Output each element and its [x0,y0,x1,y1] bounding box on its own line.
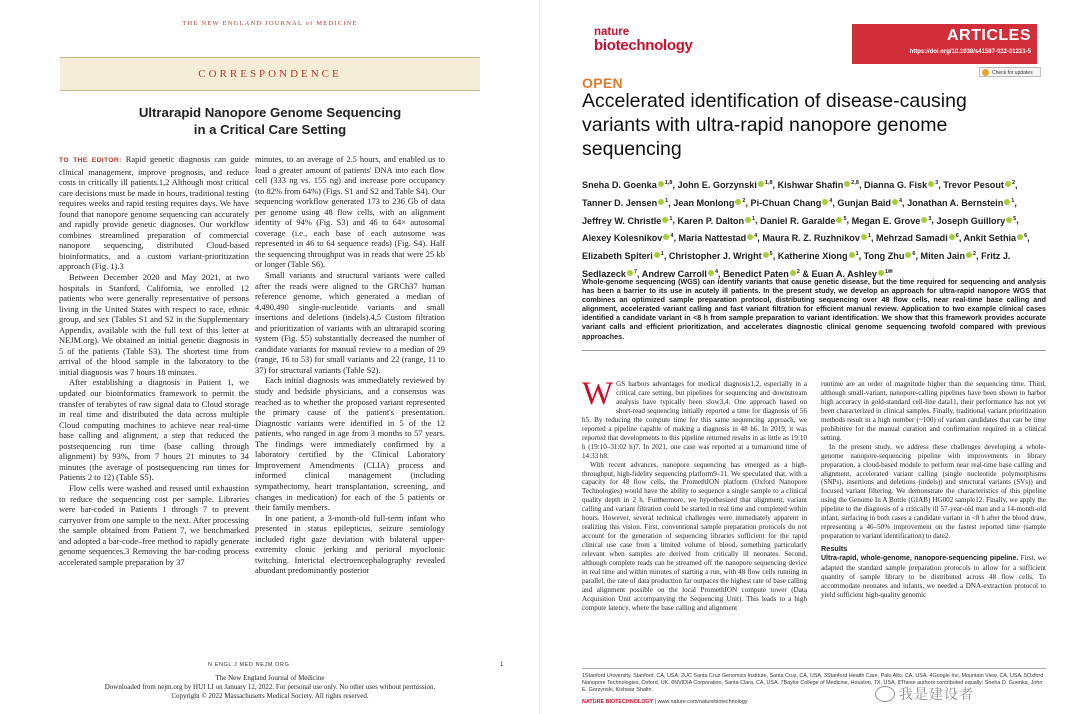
open-access-label: OPEN [582,75,623,91]
author-name[interactable] [936,216,1016,226]
nejm-paragraph [59,154,249,272]
nature-footer [582,699,747,705]
affiliation-superscript: 2 [742,197,746,204]
orcid-icon[interactable] [1017,234,1023,240]
nature-article-title: Accelerated identification of disease-causing variants with ultra-rapid nanopore genome sequencing [582,90,967,160]
affiliation-superscript: 5 [769,250,773,257]
author-name-text: Karen P. Dalton [677,215,745,226]
author-name[interactable] [964,233,1028,243]
footer-rule [582,668,1046,669]
author-name[interactable] [582,233,673,243]
orcid-icon[interactable] [708,270,714,276]
nejm-paragraph: Small variants and structural variants were called after the reads were aligned to the GRCh37 human reference genome, which generated a median of 4,490,490 single-nucleotide variants and small insertions and deletions (indels).4,5 Custom filtration and prioritization of variants with an ultrarapid scoring system (Fig. S5) substantially decreased the number of candidate variants for manual review to a median of 29 (range, 16 to 53) for small variants and 22 (range, 11 to 37) for structural variants (Table S2). [255,270,445,375]
orcid-icon[interactable] [790,270,796,276]
orcid-icon[interactable] [658,181,664,187]
author-name-text: Alexey Kolesnikov [582,233,663,244]
orcid-icon[interactable] [928,181,934,187]
author-name-text: Benedict Paten [723,268,789,279]
author-name[interactable] [669,251,773,261]
author-name[interactable] [907,198,1014,208]
check-updates-icon [982,69,989,76]
affiliation-superscript: 1,8 [664,180,673,186]
nejm-section-label: CORRESPONDENCE [198,68,342,80]
author-name-text: Tanner D. Jensen [582,197,658,208]
nature-biotech-logo [594,26,693,52]
affiliation-superscript: 1 [660,250,664,257]
author-name-text: Elizabeth Spiteri [582,250,653,261]
author-name[interactable] [751,198,833,208]
author-name[interactable] [864,251,916,261]
author-name-text: Ankit Sethia [963,233,1017,244]
author-name-text: Sneha D. Goenka [582,180,657,191]
nature-body-columns [582,376,1046,664]
orcid-icon[interactable] [763,252,769,258]
author-name[interactable] [673,198,745,208]
author-name-text: Miten Jain [920,250,965,261]
nejm-paragraph: In one patient, a 3-month-old full-term infant who presented in status epilepticus, seizure semiology included right gaze deviation with bilateral upper-extremity clonic jerking and perioral myoclonic twitching. Interictal electroencephalography revealed abundant predominantly posterior [255,512,445,576]
author-name[interactable] [876,233,959,243]
nejm-paragraph: minutes, to an average of 2.5 hours, and enabled us to load a greater amount of patients' DNA into each flow cell (333 ng vs. 155 ng) and increase pore occupancy (to 82% from 64%) (Figs. S1 and S2 and Table S4). Our sequencing workflow generated 173 to 236 Gb of data per genome using 48 flow cells, with an alignment identity of 94% (Fig. S3) and 46 to 64× autosomal coverage (i.e., each base of each autosome was represented in 46 to 64 sequence reads) (Fig. S4). Half the sequencing throughput was in reads that were 25 kb or longer (Table S6). [255,154,445,270]
footer-url[interactable]: | www.nature.com/naturebiotechnology [653,699,748,705]
affiliation-superscript: 4 [670,233,674,240]
nejm-page-id: N ENGL J MED NEJM.ORG [208,662,290,668]
orcid-icon[interactable] [949,234,955,240]
author-name-text: Gunjan Baid [837,197,891,208]
author-name[interactable] [852,216,932,226]
orcid-icon[interactable] [905,252,911,258]
author-name-text: Fritz J. Sedlazeck [582,250,1011,279]
affiliation-superscript: 1 [1011,197,1015,204]
nejm-paragraph: Each initial diagnosis was immediately reviewed by study and bedside physicians, and a consensus was reached as to whether the proposed variant represented the primary cause of the patient's presentation. Diagnostic variants were identified in 5 of the 12 patients, who ranged in age from 3 months to 57 years. The findings were immediately confirmed by a laboratory certified by the Clinical Laboratory Improvement Amendments (CLIA) process and informed clinical management (including sympathectomy, heart transplantation, screening, and changes in medication) for each of the 5 patients or their family members. [255,375,445,513]
nejm-footer-line: Downloaded from nejm.org by HUI LI on January 12, 2022. For personal use only. No other uses without permission. [104,683,436,691]
author-name[interactable] [582,251,664,261]
author-name[interactable] [837,198,902,208]
orcid-icon[interactable] [921,217,927,223]
nejm-body-columns [59,154,483,670]
nature-paragraph [582,376,807,461]
wechat-icon [875,686,895,702]
author-name[interactable] [678,180,773,190]
affiliation-superscript: 1✉ [885,268,893,275]
nature-paragraph-text: GS harbors advantages for medical diagnosis1,2, especially in a critical care setting, but pipelines for sequencing and downstream analysis have typically been slow3,4. One approach based on short-read sequencing initially reported a time for diagnosis of 56 h5. By reducing the compute time for this same sequencing approach, we reported a pipeline capable of making a diagnosis in 48 h6. In 2019, it was reported that developments to this pipeline returned results in as little as 19:10 h (19:10–31:02 h)7. In 2021, one case was reported at a turnaround time of 14:33 h8. [582,380,807,460]
affiliation-superscript: 7 [633,268,638,275]
author-name[interactable] [943,180,1015,190]
nejm-paragraph-text: Rapid genetic diagnosis can guide clinical management, improve prognosis, and reduce costs in critically ill patients.1,2 Although most critical care decisions must be made in hours, traditional testing requires weeks and rapid testing requires days. We have found that nanopore genome sequencing can accurately and rapidly provide genetic diagnoses. Our workflow combines streamlined preparation of commercial nanopore sequencing, distributed Cloud-based bioinformatics, and a custom variant-prioritization approach (Fig. 1).3 [59,154,249,272]
orcid-icon[interactable] [654,252,660,258]
orcid-icon[interactable] [822,199,828,205]
affiliation-superscript: 1 [669,215,673,222]
logo-line-2: biotechnology [594,37,693,54]
affiliation-superscript: 2,8 [851,180,859,186]
nejm-left-column [59,154,249,567]
nejm-to-the-editor: TO THE EDITOR: [59,157,122,164]
affiliation-superscript: 2 [796,268,800,275]
author-name[interactable] [582,216,672,226]
affiliation-superscript: 4 [754,233,758,240]
orcid-icon[interactable] [849,252,855,258]
check-updates-label: Check for updates [992,70,1033,76]
nejm-title-line-2: in a Critical Care Setting [193,122,347,137]
nejm-paragraph: After establishing a diagnosis in Patient 1, we updated our bioinformatics framework to permit the transfer of terabytes of raw signal data to Cloud storage in real time and distributed the data across multiple Cloud computing machines to achieve near real-time base calling and alignment, a step that reduced the postsequencing run time (base calling through alignment) by 93%, from 7 hours 21 minutes to 34 minutes (the average of postsequencing run times for Patients 2 to 12) (Table S5). [59,377,249,483]
author-name[interactable] [677,216,755,226]
nature-paragraph [821,554,1046,600]
results-heading: Results [821,544,848,554]
check-for-updates-button[interactable] [979,67,1041,77]
author-name[interactable] [778,251,859,261]
author-name-text: Mehrzad Samadi [876,233,948,244]
affiliation-superscript: 6 [1024,233,1028,240]
watermark [875,684,974,704]
author-name-text: Jonathan A. Bernstein [907,197,1004,208]
nejm-footer [0,674,540,701]
author-name-text: Joseph Guillory [936,215,1006,226]
author-name[interactable] [921,251,977,261]
nejm-title-line-1: Ultrarapid Nanopore Genome Sequencing [138,105,402,120]
nejm-section-band [60,57,480,91]
logo-line-1: nature [594,26,630,38]
orcid-icon[interactable] [892,199,898,205]
author-name-text: Megan E. Grove [851,215,921,226]
nature-paragraph: runtime are an order of magnitude higher than the sequencing time. Third, although small-variant, nanopore-calling pipelines have been shown to harbor high accuracy in gold-standard cell-line data11, their performance has not yet been characterized in clinical samples. Finally, traditional variant prioritization methods result in a high number (~100) of variant candidates that can be time prohibitive for the manual curation and confirmation required in a clinical setting. [821,380,1046,442]
author-name-text: John E. Gorzynski [677,180,757,191]
author-name[interactable] [778,180,859,190]
affiliation-superscript: 1 [665,197,669,204]
nejm-right-column [255,154,445,576]
author-name-text: Pi-Chuan Chang [750,197,822,208]
affiliation-superscript: 5 [843,215,847,222]
author-name-text: Jeffrey W. Christle [582,215,662,226]
drop-cap: W [582,376,614,412]
author-name[interactable] [582,180,672,190]
abstract: Whole-genome sequencing (WGS) can identify variants that cause genetic disease, but the time required for sequencing and analysis has been a barrier to its use in acutely ill patients. In the present study, we develop an approach for ultra-rapid nanopore WGS that combines an optimized sample preparation protocol, distributing sequencing over 48 flow cells, near real-time base calling and alignment, accelerated variant calling and fast variant filtration for efficient manual review. Application to two example clinical cases identified a candidate variant in <8 h from sample preparation to variant identification. We show that this framework provides accurate variant calls and efficient prioritization, and accelerates diagnostic clinical genome sequencing twofold compared with previous approaches. [582,278,1046,341]
author-name[interactable] [679,233,758,243]
nature-paragraph: With recent advances, nanopore sequencing has emerged as a high-throughput, high-fidelity sequencing platform9–11. We speculated that, with a capacity for 48 flow cells, the PromethION platform (Oxford Nanopore Technologies) would have the ability to sequence a single sample to a clinical quality depth in 2 h. Furthermore, we hypothesized that alignment, variant calling and variant filtration could be started in real time and completed within hours. However, several technical challenges were immediately apparent in realizing this vision. First, conventional sample preparation protocols do not account for the generation of sequencing libraries sufficient for the rapid clinical use case from a limited volume of blood, something particularly relevant when samples are derived from critically ill neonates. Second, although complete reads can be streamed off the nanopore sequencing device in real time and within minutes of starting a run, with 48 flow cells running in parallel, the rate of data production far outpaces the highest rate of base calling and alignment possible on the local PromethION compute tower (Data Acquisition Unit accompanying the Sequencing Unit). This leads to a high compute latency, where the base calling and alignment [582,460,807,612]
nejm-paragraph: Flow cells were washed and reused until exhaustion to reduce the sequencing cost per sample. Libraries were bar-coded in Patients 1 through 7 to prevent carryover from one sample to the next. After processing the sample obtained from Patient 7, we benchmarked and adopted a bar-code–free method to rapidly generate genome sequences.3 Removing the bar-coding process accelerated sample preparation by 37 [59,482,249,567]
orcid-icon[interactable] [1006,217,1012,223]
affiliation-superscript: 2 [973,250,977,257]
author-name-text: Daniel R. Garalde [760,215,836,226]
affiliation-superscript: 6 [912,250,916,257]
nejm-journal-header: THE NEW ENGLAND JOURNAL of MEDICINE [182,20,358,27]
orcid-icon[interactable] [836,217,842,223]
nejm-article-title [60,104,480,138]
author-name[interactable] [762,233,871,243]
author-name-text: Maura R. Z. Ruzhnikov [762,233,860,244]
nature-left-column [582,376,807,613]
orcid-icon[interactable] [966,252,972,258]
articles-label: ARTICLES [947,27,1031,44]
orcid-icon[interactable] [745,217,751,223]
nature-paragraph: In the present study, we address these challenges developing a whole-genome nanopore-sequencing pipeline with improvements in library preparation, a cloud-based module to perform near real-time base calling and alignment, accelerated variant calling (single nucleotide polymorphisms (SNPs), insertions and deletions (indels)) and structural variants (SVs)) and focused variant filtering. We demonstrate the characteristics of this pipeline using the Genome In A Bottle (GIAB) HG002 sample12. Finally, we apply the pipeline to the diagnosis of a critically ill 57-year-old man and a 14-month-old infant, surfacing in both cases a candidate variant in <8 h after the blood draw, representing a 46–50% improvement on the fastest reported time (sample preparation to variant identification) to date2. [821,442,1046,541]
affiliation-superscript: 3 [935,180,939,186]
affiliation-superscript: 5 [1013,215,1017,222]
author-name-text: Trevor Pesout [943,180,1004,191]
orcid-icon[interactable] [735,199,741,205]
author-name-text: Katherine Xiong [777,250,848,261]
articles-banner [852,24,1037,64]
footer-journal: NATURE BIOTECHNOLOGY [582,699,654,705]
watermark-text: 我是建设者 [899,687,974,703]
author-name-text: Euan A. Ashley [811,268,877,279]
author-name-text: Kishwar Shafin [777,180,844,191]
orcid-icon[interactable] [747,234,753,240]
author-name[interactable] [760,216,846,226]
doi-link[interactable]: https://doi.org/10.1038/s41587-022-01221-5 [909,49,1031,55]
affiliation-superscript: 1 [867,233,871,240]
affiliation-superscript: 4 [898,197,903,204]
nejm-paragraph: Between December 2020 and May 2021, at two hospitals in Stanford, California, we enrolled 12 patients who were generally representative of persons living in the United States with respect to race, ethnic group, and sex (Tables S1 and S2 in the Supplementary Appendix, available with the full text of this letter at NEJM.org). We obtained an initial genetic diagnosis in 5 of the patients (Table S3). The shortest time from arrival of the blood sample in the laboratory to the initial diagnosis was 7 hours 18 minutes. [59,272,249,377]
author-list: Sneha D. Goenka $^{1,8}$, John E. Gorzynski $^{1,8}$, Kishwar Shafin $^{2,8}$, Dianna G. Fisk $^3$, Trevor Pesout $^2$, Tanner D. Jensen $^1$, Jean Monlong $^2$, Pi-Chuan Chang $^4$, Gunjan Baid $^4$, Jonathan A. Bernstein $^1$, Jeffrey W. Christle $^1$, Karen P. Dalton $^1$, Daniel R. Garalde $^5$, Megan E. Grove $^3$, Joseph Guillory $^5$, Alexey Kolesnikov $^4$, Maria Nattestad $^4$, Maura R. Z. Ruzhnikov $^1$, Mehrzad Samadi $^6$, Ankit Sethia $^6$, Elizabeth Spiteri $^1$, Christopher J. Wright $^5$, Katherine Xiong $^1$, Tong Zhu $^6$, Miten Jain $^2$, Fritz J. Sedlazeck $^7$, Andrew Carroll $^4$, Benedict Paten $^2$ & Euan A. Ashley $^{1✉}$ [582,180,1030,279]
nature-right-column [821,380,1046,600]
nejm-footer-line: The New England Journal of Medicine [215,674,325,682]
orcid-icon[interactable] [861,234,867,240]
affiliation-superscript: 1 [752,215,756,222]
orcid-icon[interactable] [658,199,664,205]
author-name[interactable] [582,198,668,208]
affiliations: 1Stanford University, Stanford, CA, USA. 2UC Santa Cruz Genomics Institute, Santa Cruz, CA, USA. 3Stanford Health Care, Palo Alto, CA, USA. 4Google Inc, Mountain View, CA, USA. 5Oxford Nanopore Technologies, Oxford, UK. 6NVIDIA Corporation, Santa Clara, CA, USA. 7Baylor College of Medicine, Houston, TX, USA. 8These authors contributed equally: Sneha D. Goenka, John E. Gorzynski, Kishwar Shafin. [582,673,1044,694]
orcid-icon[interactable] [663,234,669,240]
orcid-icon[interactable] [1005,181,1011,187]
page-number: 1 [500,662,504,668]
orcid-icon[interactable] [627,270,633,276]
author-name-text: Jean Monlong [673,197,735,208]
affiliation-superscript: 2 [1011,180,1016,186]
affiliation-superscript: 6 [955,233,959,240]
author-name-text: Christopher J. Wright [668,250,762,261]
affiliation-superscript: 4 [714,268,719,275]
orcid-icon[interactable] [758,181,764,187]
affiliation-superscript: 1 [855,250,859,257]
author-name[interactable] [864,180,938,190]
orcid-icon[interactable] [844,181,850,187]
orcid-icon[interactable] [1004,199,1010,205]
affiliation-superscript: 1,8 [764,180,773,186]
abstract-rule [582,350,1046,351]
orcid-icon[interactable] [878,270,884,276]
nature-page [500,0,1080,714]
nejm-footer-line: Copyright © 2022 Massachusetts Medical Society. All rights reserved. [171,692,369,700]
orcid-icon[interactable] [662,217,668,223]
author-name-text: Andrew Carroll [641,268,707,279]
affiliation-superscript: 4 [829,197,833,204]
author-name-text: Tong Zhu [863,250,905,261]
results-text: First, we adapted the standard sample preparation protocols to allow for a sufficient quantity of sample library to be distributed across 48 flow cells. To accommodate neonates and infants, we needed a DNA-extraction protocol to yield sufficient high-quality genomic [821,554,1046,599]
author-name-text: Maria Nattestad [678,233,747,244]
results-subheading: Ultra-rapid, whole-genome, nanopore-sequencing pipeline. [821,555,1019,563]
affiliation-superscript: 3 [928,215,932,222]
author-name-text: Dianna G. Fisk [864,180,928,191]
